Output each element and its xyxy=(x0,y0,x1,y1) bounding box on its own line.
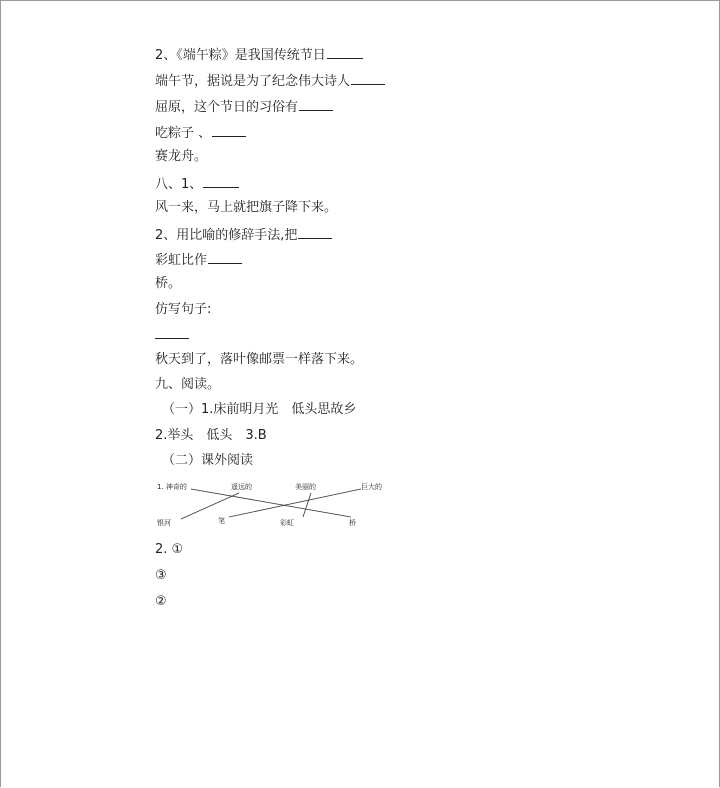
answer-blank xyxy=(299,97,333,111)
text-line: 端午节，据说是为了纪念伟大诗人 xyxy=(155,71,385,91)
match-line xyxy=(303,493,311,517)
answer-blank xyxy=(212,123,246,137)
text-line: （二）课外阅读 xyxy=(162,453,254,468)
match-line xyxy=(181,493,239,519)
text-line: 2、《端午粽》是我国传统节日 xyxy=(155,45,363,65)
text-line: 2、用比喻的修辞手法,把 xyxy=(155,225,332,245)
text-line: 八、1、 xyxy=(155,174,239,194)
bottom-word: 彩虹 xyxy=(280,519,294,527)
text-line: 赛龙舟。 xyxy=(155,149,208,164)
answer-blank xyxy=(298,225,332,239)
matching-diagram xyxy=(155,479,395,533)
text-line: （一）1.床前明月光 低头思故乡 xyxy=(162,402,357,417)
bottom-word: 桥 xyxy=(349,519,356,527)
answer-blank xyxy=(208,250,242,264)
match-line xyxy=(229,489,361,517)
answer-line: ③ xyxy=(155,568,167,583)
text-line: 风一来，马上就把旗子降下来。 xyxy=(155,200,338,215)
answer-blank xyxy=(203,174,239,188)
answer-blank xyxy=(327,45,363,59)
bottom-word: 银河 xyxy=(157,519,171,527)
top-word: 1. 神奇的 xyxy=(157,483,187,491)
text-line: 彩虹比作 xyxy=(155,250,242,270)
text-line: 吃粽子 、 xyxy=(155,123,246,143)
text-line: 仿写句子: xyxy=(155,302,212,317)
text-line: 屈原，这个节日的习俗有 xyxy=(155,97,333,117)
top-word: 美丽的 xyxy=(295,483,316,491)
answer-blank xyxy=(351,71,385,85)
answer-line: ② xyxy=(155,594,167,609)
bottom-word: 笔 xyxy=(218,517,225,525)
top-word: 巨大的 xyxy=(361,483,382,491)
text-line: 九、阅读。 xyxy=(155,377,221,392)
text-line: 2.举头 低头 3.B xyxy=(155,428,267,443)
answer-blank xyxy=(155,325,189,339)
top-word: 遥远的 xyxy=(231,483,252,491)
text-line xyxy=(155,325,189,345)
match-line xyxy=(191,489,351,517)
text-line: 秋天到了，落叶像邮票一样落下来。 xyxy=(155,352,364,367)
answer-line: 2. ① xyxy=(155,542,184,557)
text-line: 桥。 xyxy=(155,276,182,291)
